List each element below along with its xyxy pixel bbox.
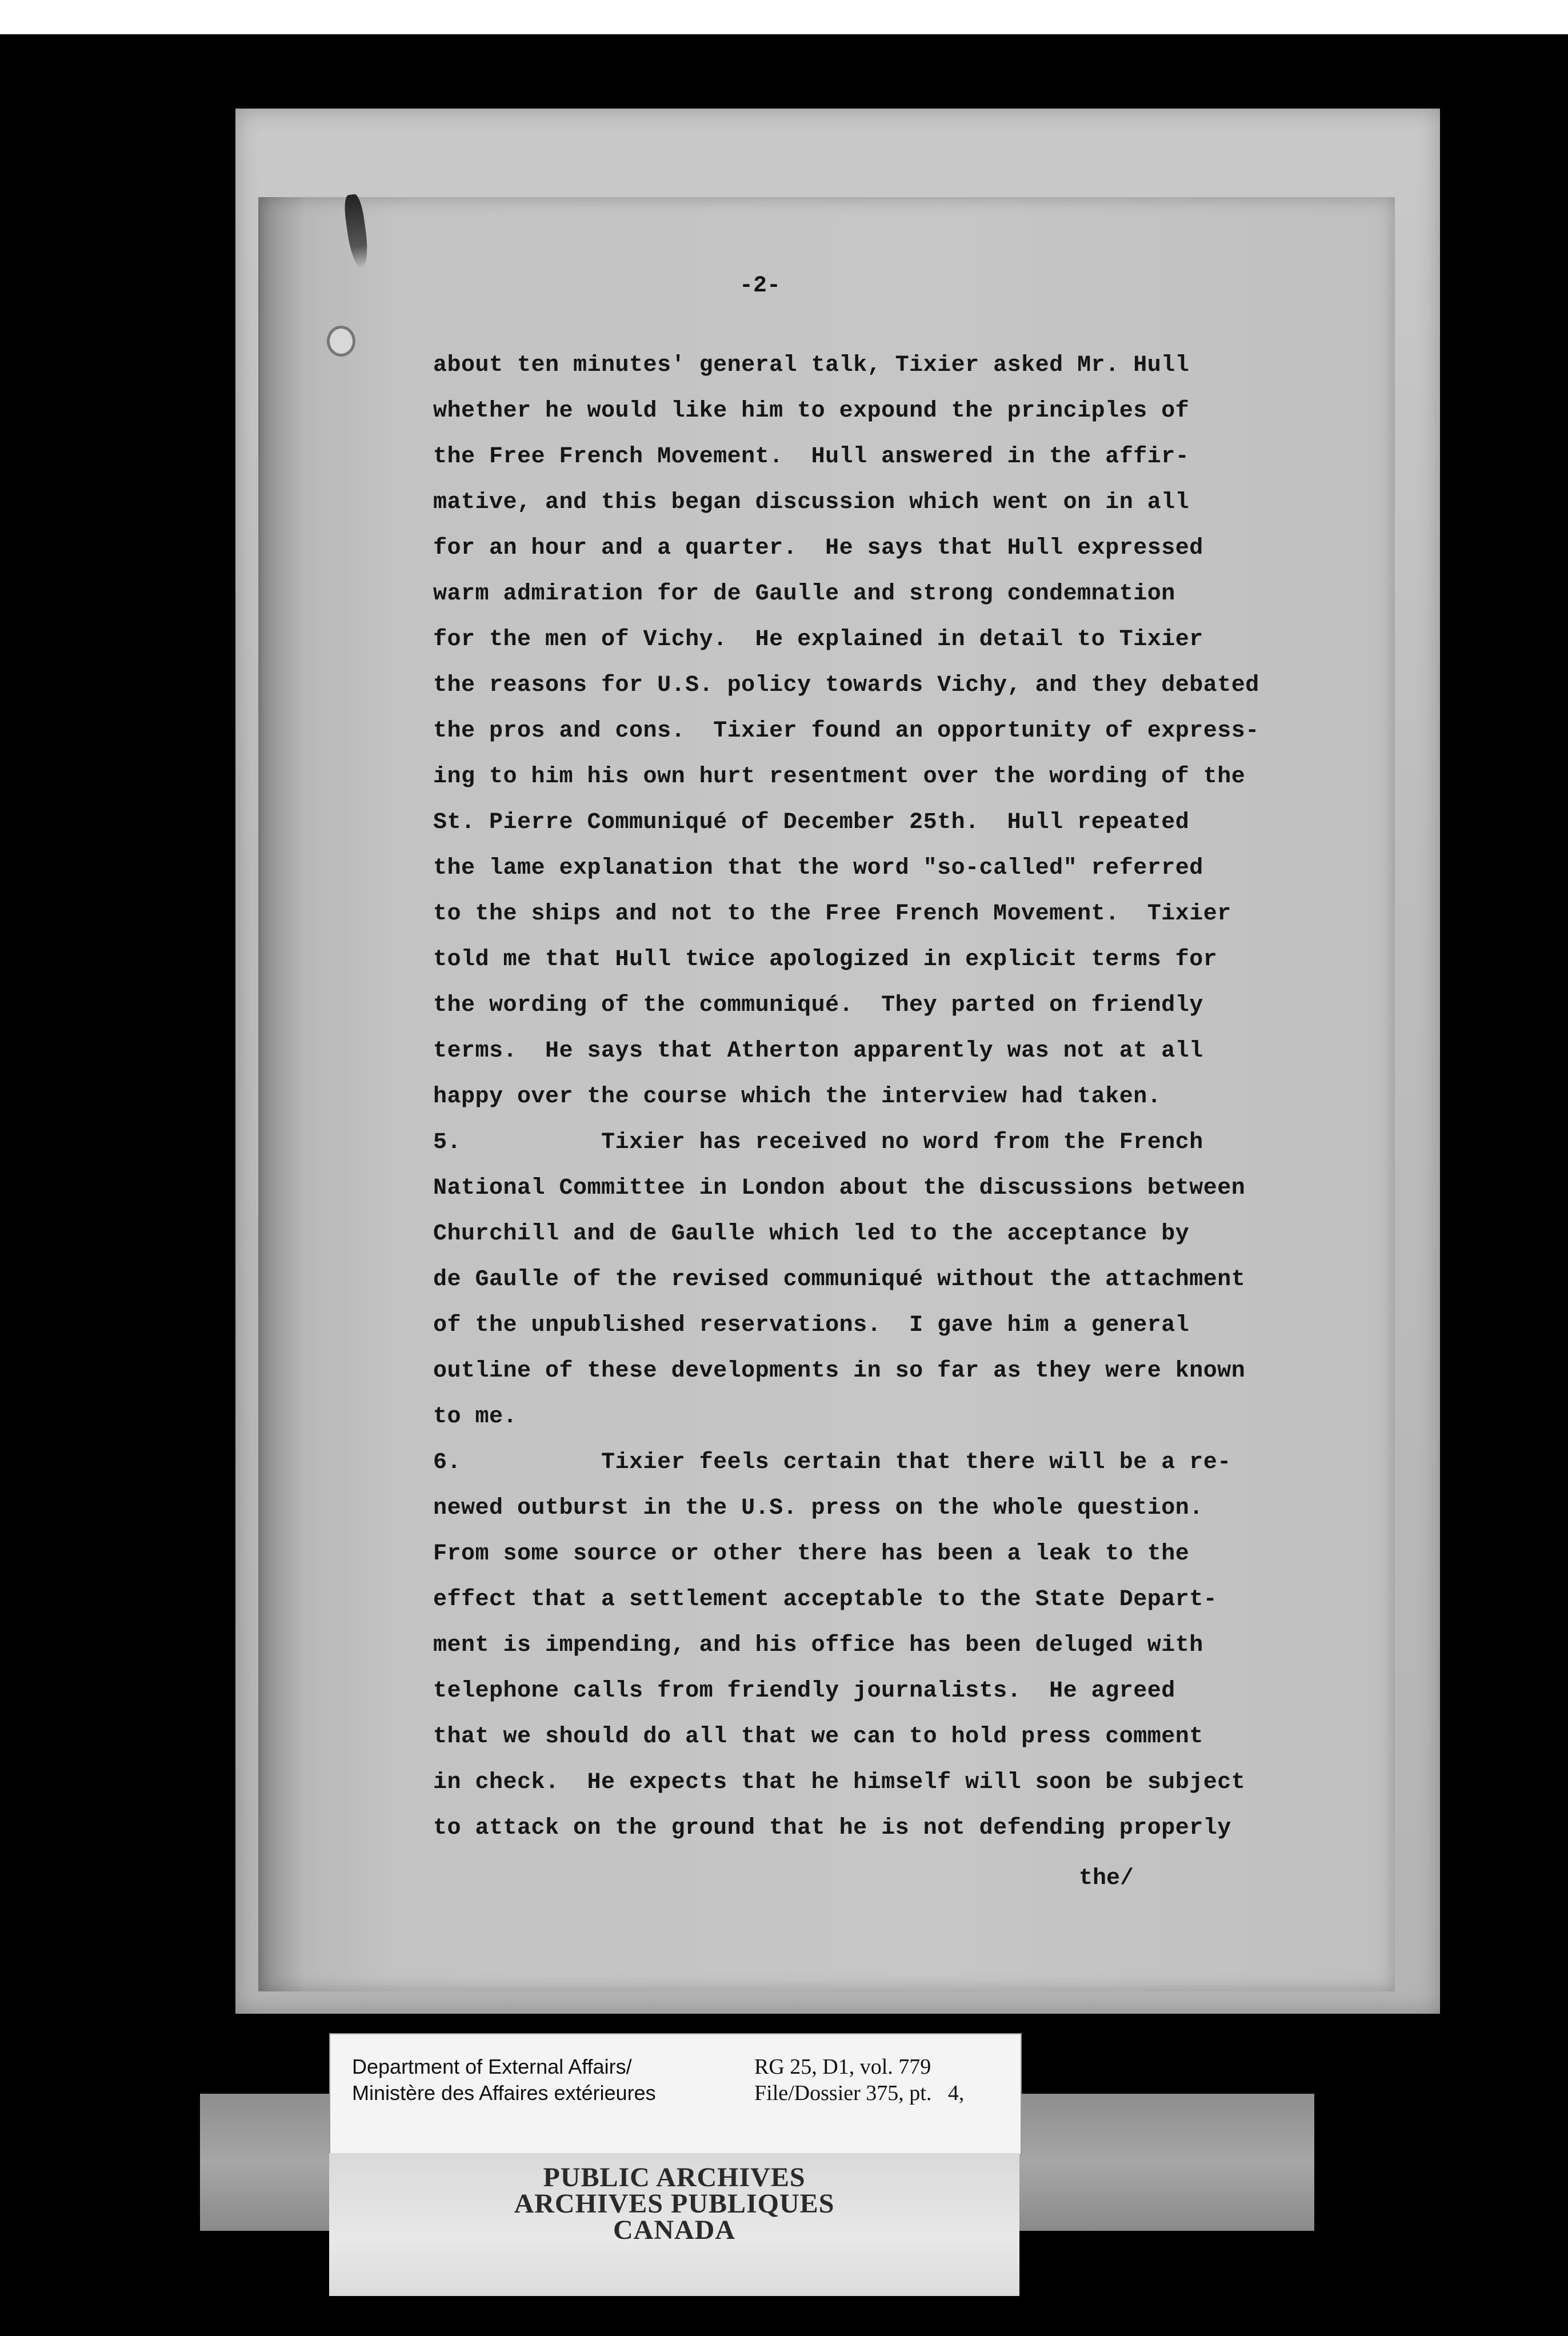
archive-reference-label [329,2033,1022,2155]
body-line: ing to him his own hurt resentment over the wording of the [433,764,1246,790]
stamp-line-fr: ARCHIVES PUBLIQUES [514,2189,835,2219]
body-line: ment is impending, and his office has been deluged with [433,1633,1203,1658]
body-line: that we should do all that we can to hold press comment [433,1724,1203,1750]
frame-top-border [0,0,1568,34]
body-line: the lame explanation that the word "so-called" referred [433,855,1203,881]
stamp-line-country: CANADA [613,2215,735,2245]
body-line: whether he would like him to expound the principles of [433,398,1190,424]
file-dossier: File/Dossier 375, pt. 4, [754,2081,965,2105]
body-line: warm admiration for de Gaulle and strong condemnation [433,581,1175,607]
public-archives-stamp [329,2153,1019,2296]
stamp-text [329,2162,1019,2245]
body-line: for an hour and a quarter. He says that Hull expressed [433,535,1203,561]
body-line: to the ships and not to the Free French Movement. Tixier [433,901,1231,927]
body-line: to attack on the ground that he is not defending properly [433,1815,1231,1841]
body-line: the reasons for U.S. policy towards Vichy, and they debated [433,673,1259,698]
body-line: the pros and cons. Tixier found an opportunity of express- [433,718,1259,744]
punch-hole-mark [327,326,355,357]
body-line: outline of these developments in so far as they were known [433,1358,1246,1384]
body-line: Churchill and de Gaulle which led to the acceptance by [433,1221,1190,1247]
department-name-en: Department of External Affairs/ [352,2055,632,2078]
body-line: newed outburst in the U.S. press on the whole question. [433,1495,1203,1521]
body-line: for the men of Vichy. He explained in detail to Tixier [433,627,1203,653]
catchword: the/ [1079,1866,1134,1891]
body-line: in check. He expects that he himself will soon be subject [433,1770,1246,1795]
paragraph-6-start: 6. Tixier feels certain that there will be a re- [433,1450,1231,1475]
body-line: de Gaulle of the revised communiqué without the attachment [433,1267,1246,1293]
department-name [352,2054,656,2106]
paragraph-5-start: 5. Tixier has received no word from the French [433,1130,1203,1155]
body-line: the wording of the communiqué. They parted on friendly [433,993,1203,1018]
body-line: to me. [433,1404,518,1430]
body-line: the Free French Movement. Hull answered in the affir- [433,444,1190,470]
file-reference [754,2054,964,2106]
department-name-fr: Ministère des Affaires extérieures [352,2081,656,2105]
body-line: of the unpublished reservations. I gave him a general [433,1313,1190,1338]
body-line: about ten minutes' general talk, Tixier asked Mr. Hull [433,353,1190,378]
body-line: From some source or other there has been a leak to the [433,1541,1190,1567]
body-line: mative, and this began discussion which went on in all [433,490,1190,515]
body-line: told me that Hull twice apologized in explicit terms for [433,947,1218,973]
body-line: National Committee in London about the discussions between [433,1175,1246,1201]
document-body [433,343,1313,1851]
body-line: telephone calls from friendly journalists. He agreed [433,1678,1175,1704]
body-line: happy over the course which the interview had taken. [433,1084,1162,1110]
stamp-line-en: PUBLIC ARCHIVES [543,2162,806,2193]
record-group: RG 25, D1, vol. 779 [754,2055,931,2079]
body-line: St. Pierre Communiqué of December 25th. Hull repeated [433,810,1190,835]
page-number: -2- [739,273,781,299]
body-line: effect that a settlement acceptable to the State Depart- [433,1587,1218,1613]
body-line: terms. He says that Atherton apparently was not at all [433,1038,1203,1064]
